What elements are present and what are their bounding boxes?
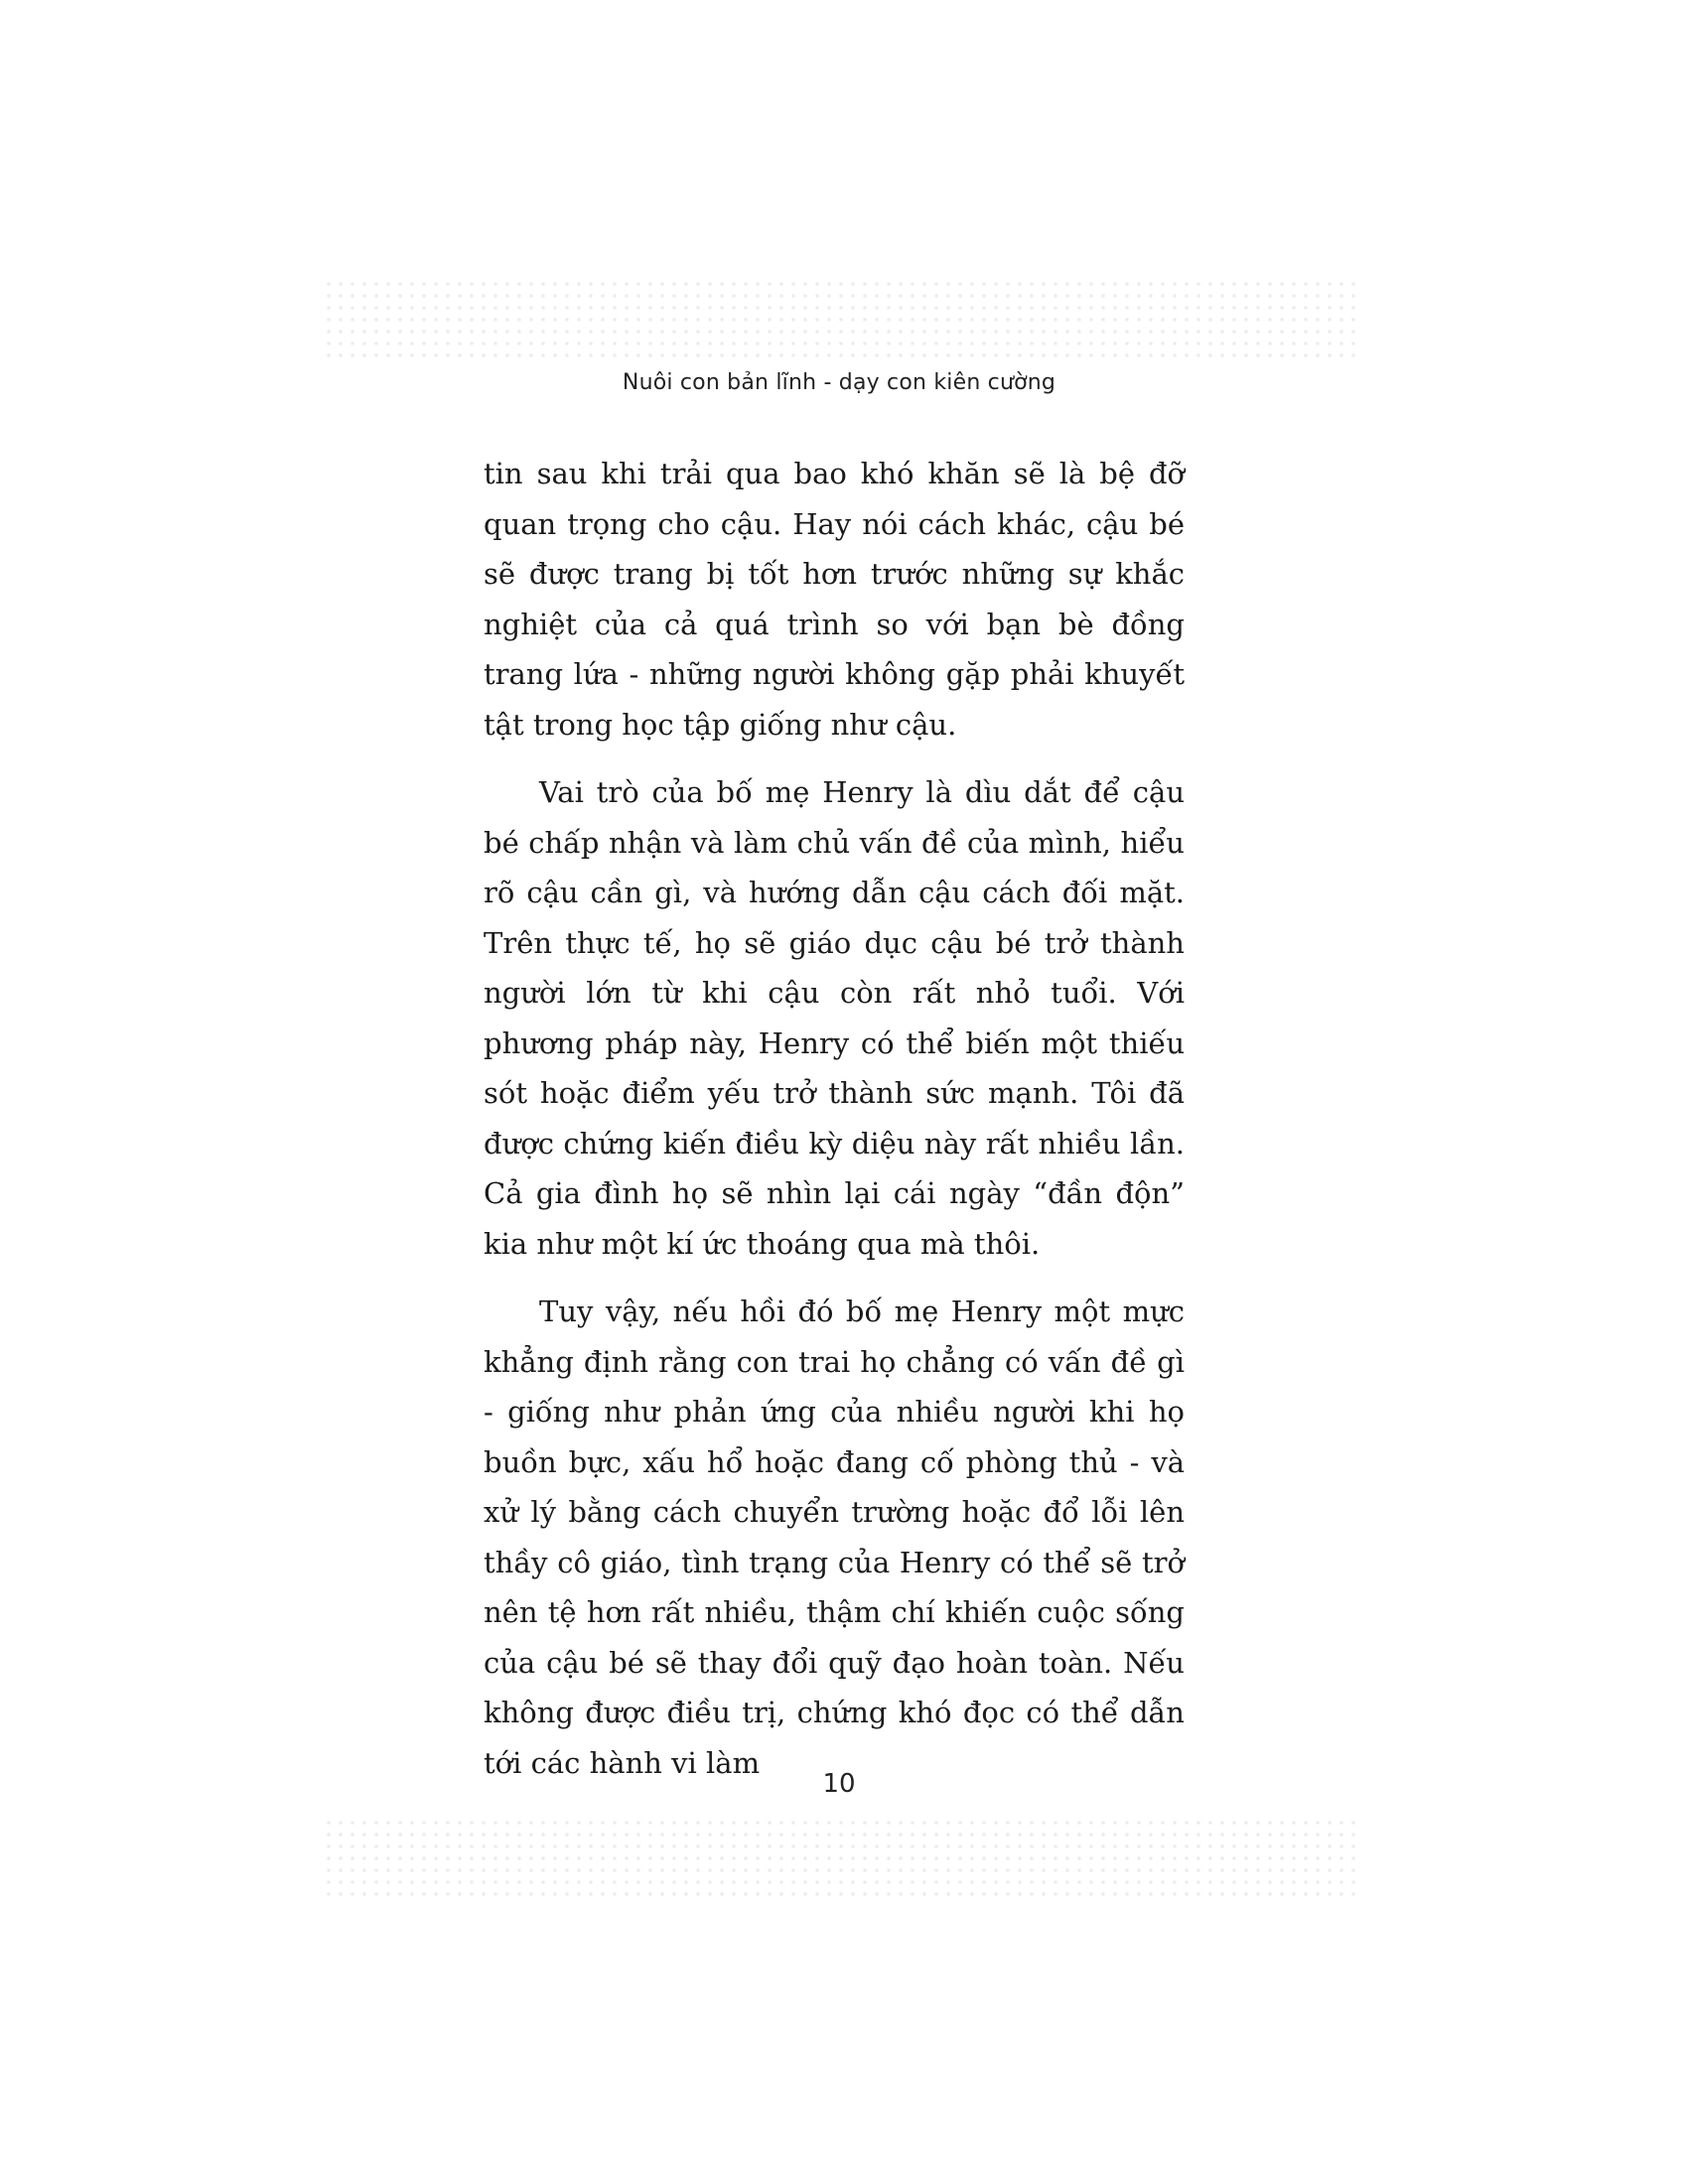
paragraph-2: Vai trò của bố mẹ Henry là dìu dắt để cậu bé chấp nhận và làm chủ vấn đề của mình, hiểu rõ cậu cần gì, và hướng dẫn cậu cách đối mặt. Trên thực tế, họ sẽ giáo dục cậu bé trở thành người lớn từ khi cậu còn rất nhỏ tuổi. Với phương pháp này, Henry có thể biến một thiếu sót hoặc điểm yếu trở thành sức mạnh. Tôi đã được chứng kiến điều kỳ diệu này rất nhiều lần. Cả gia đình họ sẽ nhìn lại cái ngày “đần độn” kia như một kí ức thoáng qua mà thôi. <box>484 775 1185 1261</box>
page-number: 10 <box>822 1769 856 1799</box>
running-header: Nuôi con bản lĩnh - dạy con kiên cường <box>622 370 1056 395</box>
body-text <box>484 449 1185 1806</box>
header-dot-pattern <box>323 278 1355 365</box>
footer-dot-pattern <box>323 1817 1355 1900</box>
paragraph-3: Tuy vậy, nếu hồi đó bố mẹ Henry một mực khẳng định rằng con trai họ chẳng có vấn đề gì - giống như phản ứng của nhiều người khi họ buồn bực, xấu hổ hoặc đang cố phòng thủ - và xử lý bằng cách chuyển trường hoặc đổ lỗi lên thầy cô giáo, tình trạng của Henry có thể sẽ trở nên tệ hơn rất nhiều, thậm chí khiến cuộc sống của cậu bé sẽ thay đổi quỹ đạo hoàn toàn. Nếu không được điều trị, chứng khó đọc có thể dẫn tới các hành vi làm <box>484 1295 1185 1780</box>
paragraph-1: tin sau khi trải qua bao khó khăn sẽ là bệ đỡ quan trọng cho cậu. Hay nói cách khác, cậu bé sẽ được trang bị tốt hơn trước những sự khắc nghiệt của cả quá trình so với bạn bè đồng trang lứa - những người không gặp phải khuyết tật trong học tập giống như cậu. <box>484 457 1185 742</box>
